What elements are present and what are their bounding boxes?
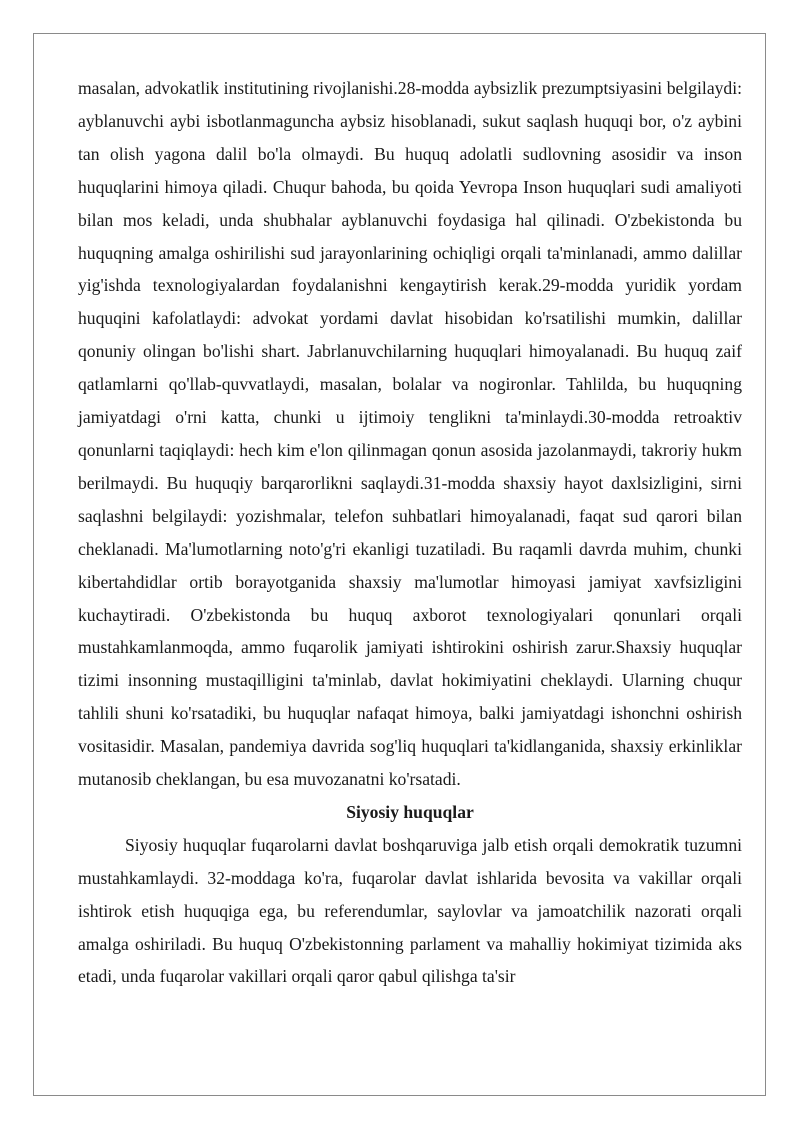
section-heading: Siyosiy huquqlar — [346, 801, 474, 822]
document-body — [78, 72, 742, 993]
body-paragraph: Siyosiy huquqlar fuqarolarni davlat boshqaruviga jalb etish orqali demokratik tuzumni mustahkamlaydi. 32-moddaga ko'ra, fuqarolar davlat ishlarida bevosita va vakillar orqali ishtirok etish huquqiga ega, bu referendumlar, saylovlar va jamoatchilik nazorati orqali amalga oshiriladi. Bu huquq O'zbekistonning parlament va mahalliy hokimiyat tizimida aks etadi, unda fuqarolar vakillari orqali qaror qabul qilishga ta'sir — [78, 834, 742, 987]
body-paragraph: masalan, advokatlik institutining rivojlanishi.28-modda aybsizlik prezumptsiyasini belgilaydi: ayblanuvchi aybi isbotlanmaguncha aybsiz hisoblanadi, sukut saqlash huquqi bor, o'z aybini tan olish yagona dalil bo'la olmaydi. Bu huquq adolatli sudlovning asosidir va inson huquqlarini himoya qiladi. Chuqur bahoda, bu qoida Yevropa Inson huquqlari sudi amaliyoti bilan mos keladi, unda shubhalar ayblanuvchi foydasiga hal qilinadi. O'zbekistonda bu huquqning amalga oshirilishi sud jarayonlarining ochiqligi orqali ta'minlanadi, ammo dalillar yig'ishda texnologiyalardan foydalanishni kengaytirish kerak.29-modda yuridik yordam huquqini kafolatlaydi: advokat yordami davlat hisobidan ko'rsatilishi mumkin, dalillar qonuniy olingan bo'lishi shart. Jabrlanuvchilarning huquqlari himoyalanadi. Bu huquq zaif qatlamlarni qo'llab-quvvatlaydi, masalan, bolalar va nogironlar. Tahlilda, bu huquqning jamiyatdagi o'rni katta, chunki u ijtimoiy tenglikni ta'minlaydi.30-modda retroaktiv qonunlarni taqiqlaydi: hech kim e'lon qilinmagan qonun asosida jazolanmaydi, takroriy hukm berilmaydi. Bu huquqiy barqarorlikni saqlaydi.31-modda shaxsiy hayot daxlsizligini, sirni saqlashni belgilaydi: yozishmalar, telefon suhbatlari himoyalanadi, faqat sud qarori bilan cheklanadi. Ma'lumotlarning noto'g'ri ekanligi tuzatiladi. Bu raqamli davrda muhim, chunki kibertahdidlar ortib borayotganida shaxsiy ma'lumotlar himoyasi jamiyat xavfsizligini kuchaytiradi. O'zbekistonda bu huquq axborot texnologiyalari qonunlari orqali mustahkamlanmoqda, ammo fuqarolik jamiyati ishtirokini oshirish zarur.Shaxsiy huquqlar tizimi insonning mustaqilligini ta'minlab, davlat hokimiyatini cheklaydi. Ularning chuqur tahlili shuni ko'rsatadiki, bu huquqlar nafaqat himoya, balki jamiyatdagi ishonchni oshirish vositasidir. Masalan, pandemiya davrida sog'liq huquqlari ta'kidlanganida, shaxsiy erkinliklar mutanosib cheklangan, bu esa muvozanatni ko'rsatadi. — [78, 78, 742, 790]
